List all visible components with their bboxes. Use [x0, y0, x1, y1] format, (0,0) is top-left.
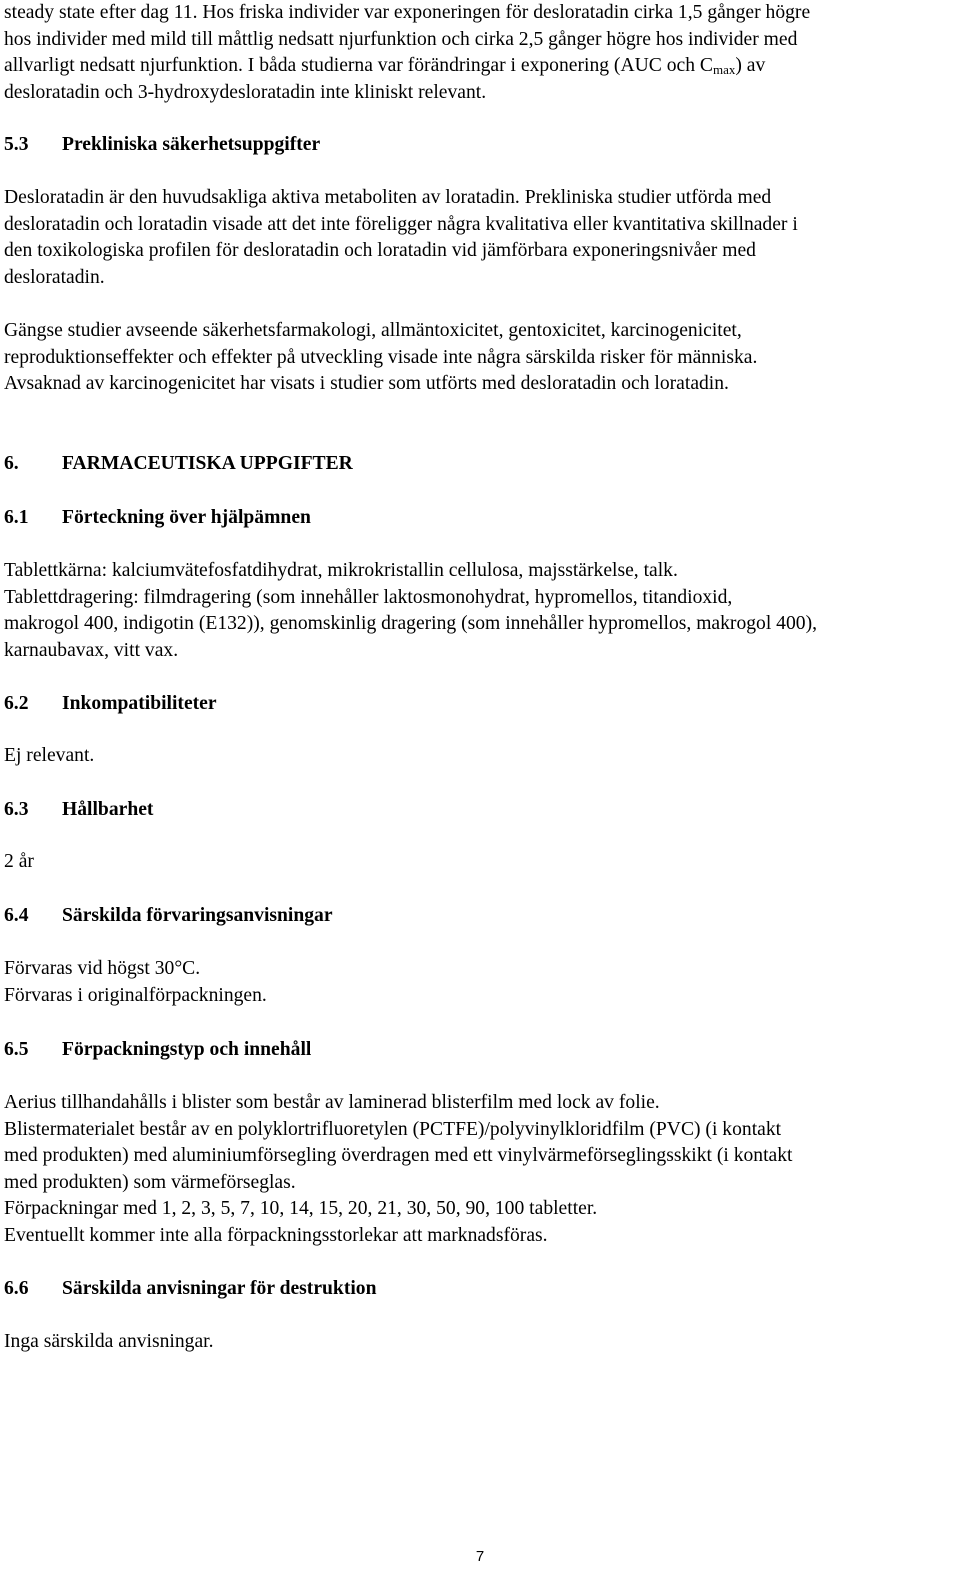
- text-line: Eventuellt kommer inte alla förpackningsstorlekar att marknadsföras.: [4, 1224, 548, 1246]
- section-title: FARMACEUTISKA UPPGIFTER: [62, 453, 353, 474]
- text-line: Tablettdragering: filmdragering (som innehåller laktosmonohydrat, hypromellos, titandioxid,: [4, 586, 733, 608]
- section-heading-6-4: [4, 903, 333, 930]
- paragraph-6-4: [4, 956, 956, 1009]
- section-heading-6-2: [4, 691, 217, 718]
- paragraph-6-1: [4, 558, 956, 664]
- section-heading-6: [4, 451, 353, 478]
- paragraph-6-6: [4, 1329, 956, 1356]
- section-number: 6.3: [4, 799, 29, 820]
- text-line: desloratadin och 3-hydroxydesloratadin inte kliniskt relevant.: [4, 81, 487, 103]
- text-line: Förpackningar med 1, 2, 3, 5, 7, 10, 14, 15, 20, 21, 30, 50, 90, 100 tabletter.: [4, 1198, 598, 1219]
- section-title: Förpackningstyp och innehåll: [62, 1039, 312, 1060]
- text-segment: ) av: [735, 55, 766, 76]
- section-heading-6-5: [4, 1037, 311, 1064]
- section-title: Särskilda förvaringsanvisningar: [62, 905, 333, 926]
- text-line: Desloratadin är den huvudsakliga aktiva metaboliten av loratadin. Prekliniska studier utförda med: [4, 187, 772, 208]
- section-heading-6-3: [4, 797, 153, 824]
- text-line: Blistermaterialet består av en polyklortrifluoretylen (PCTFE)/polyvinylkloridfilm (PVC) (i kontakt: [4, 1118, 782, 1140]
- paragraph-5-3-a: [4, 185, 956, 291]
- text-line: Avsaknad av karcinogenicitet har visats i studier som utförts med desloratadin och loratadin.: [4, 373, 729, 394]
- text-line: 2 år: [4, 851, 34, 872]
- section-heading-6-6: [4, 1276, 377, 1303]
- text-line: Tablettkärna: kalciumvätefosfatdihydrat, mikrokristallin cellulosa, majsstärkelse, talk.: [4, 560, 678, 581]
- text-line: med produkten) med aluminiumförsegling överdragen med ett vinylvärmeförseglingsskikt (i kontakt: [4, 1145, 793, 1166]
- paragraph-5-3-b: [4, 318, 956, 398]
- intro-paragraph: [4, 0, 956, 106]
- section-title: Förteckning över hjälpämnen: [62, 507, 311, 528]
- paragraph-6-2: [4, 743, 956, 770]
- subscript: max: [712, 62, 736, 77]
- text-line: steady state efter dag 11. Hos friska individer var exponeringen för desloratadin cirka 1,5 gånger högre: [4, 2, 811, 23]
- text-segment: allvarligt nedsatt njurfunktion. I båda studierna var förändringar i exponering (AUC och C: [4, 55, 713, 76]
- text-line: makrogol 400, indigotin (E132)), genomskinlig dragering (som innehåller hypromellos, makrogol 400),: [4, 613, 817, 634]
- text-line: reproduktionseffekter och effekter på utveckling visade inte några särskilda risker för människa.: [4, 346, 758, 368]
- section-heading-5-3: [4, 132, 320, 159]
- text-line: Ej relevant.: [4, 745, 95, 766]
- section-number: 6.4: [4, 905, 29, 926]
- text-line: den toxikologiska profilen för desloratadin och loratadin vid jämförbara exponeringsnivåer med: [4, 240, 756, 261]
- paragraph-6-3: [4, 849, 956, 876]
- text-line: desloratadin och loratadin visade att det inte föreligger några kvalitativa eller kvantitativa skillnader i: [4, 213, 798, 235]
- text-line: Aerius tillhandahålls i blister som består av laminerad blisterfilm med lock av folie.: [4, 1092, 660, 1113]
- section-title: Hållbarhet: [62, 799, 154, 820]
- text-line: Inga särskilda anvisningar.: [4, 1331, 214, 1352]
- section-number: 6.: [4, 453, 19, 474]
- text-line: desloratadin.: [4, 266, 105, 288]
- text-line: hos individer med mild till måttlig nedsatt njurfunktion och cirka 2,5 gånger högre hos individer med: [4, 28, 798, 50]
- text-line: Förvaras vid högst 30°C.: [4, 958, 201, 979]
- section-number: 6.6: [4, 1278, 29, 1299]
- section-title: Särskilda anvisningar för destruktion: [62, 1278, 377, 1299]
- text-line: med produkten) som värmeförseglas.: [4, 1171, 296, 1193]
- section-title: Prekliniska säkerhetsuppgifter: [62, 134, 321, 155]
- text-line: [4, 53, 956, 80]
- text-line: Gängse studier avseende säkerhetsfarmakologi, allmäntoxicitet, gentoxicitet, karcinogenicitet,: [4, 320, 742, 341]
- section-number: 6.5: [4, 1039, 29, 1060]
- section-number: 6.2: [4, 693, 29, 714]
- page-number: 7: [475, 1548, 485, 1565]
- text-line: karnaubavax, vitt vax.: [4, 639, 179, 661]
- section-number: 5.3: [4, 134, 29, 155]
- paragraph-6-5: [4, 1090, 956, 1249]
- section-title: Inkompatibiliteter: [62, 693, 217, 714]
- text-line: Förvaras i originalförpackningen.: [4, 984, 267, 1006]
- section-number: 6.1: [4, 507, 29, 528]
- section-heading-6-1: [4, 505, 311, 532]
